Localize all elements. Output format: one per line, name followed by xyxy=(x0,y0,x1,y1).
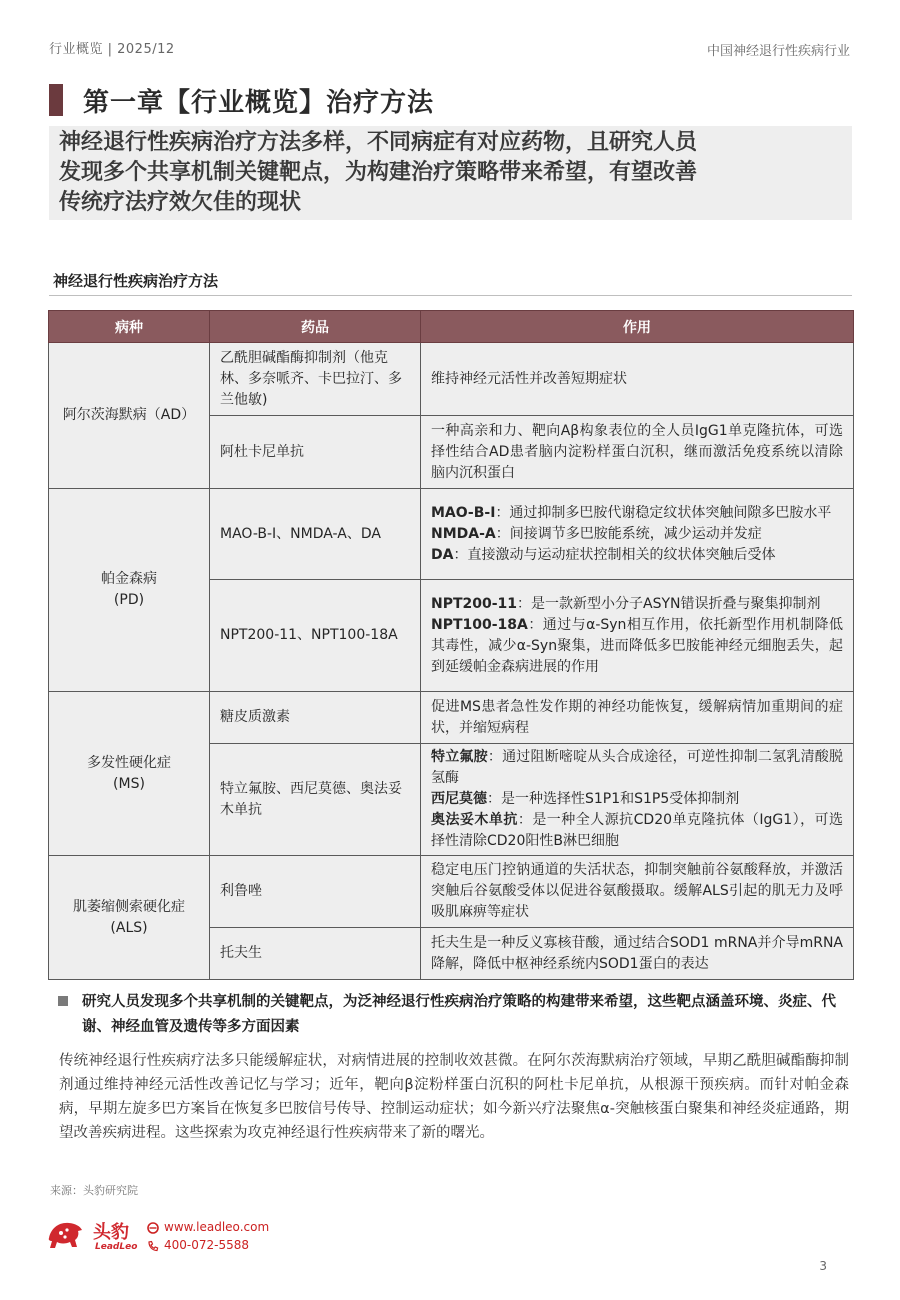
leopard-logo-icon xyxy=(45,1214,85,1254)
divider xyxy=(49,295,852,296)
treatment-table xyxy=(48,310,854,980)
disease-cell-ms xyxy=(49,692,210,856)
effect-cell: 维持神经元活性并改善短期症状 xyxy=(421,343,854,416)
effect-cell xyxy=(421,744,854,856)
body-paragraph: 传统神经退行性疾病疗法多只能缓解症状，对病情进展的控制收效甚微。在阿尔茨海默病治疗领域，早期乙酰胆碱酯酶抑制剂通过维持神经元活性改善记忆与学习；近年，靶向β淀粉样蛋白沉积的阿杜卡尼单抗，从根源干预疾病。而针对帕金森病，早期左旋多巴方案旨在恢复多巴胺信号传导、控制运动症状；如今新兴疗法聚焦α-突触核蛋白聚集和神经炎症通路，期望改善疾病进程。这些探索为攻克神经退行性疾病带来了新的曙光。 xyxy=(59,1053,849,1141)
lead-summary xyxy=(49,126,852,220)
header-industry: 中国神经退行性疾病行业 xyxy=(706,44,850,59)
effect-label: DA xyxy=(431,546,454,563)
effect-cell: 托夫生是一种反义寡核苷酸，通过结合SOD1 mRNA并介导mRNA降解，降低中枢神经系统内SOD1蛋白的表达 xyxy=(421,928,854,980)
effect-label: 奥法妥木单抗 xyxy=(431,812,518,828)
drug-cell: MAO-B-I、NMDA-A、DA xyxy=(210,489,421,580)
drug-cell: 阿杜卡尼单抗 xyxy=(210,416,421,489)
phone-number[interactable]: 400-072-5588 xyxy=(164,1238,250,1252)
brand-name-cn: 头豹 xyxy=(93,1222,129,1243)
effect-label: MAO-B-I xyxy=(431,504,496,521)
table-row xyxy=(49,343,854,416)
disease-abbr: (PD) xyxy=(113,592,145,608)
chapter-accent-bar xyxy=(49,84,63,116)
effect-label: NPT100-18A xyxy=(431,616,528,633)
phone-icon xyxy=(147,1240,159,1252)
effect-item xyxy=(431,789,843,810)
brand-name-en: LeadLeo xyxy=(95,1242,138,1252)
page-title: 第一章【行业概览】治疗方法 xyxy=(83,87,435,118)
website-link[interactable]: www.leadleo.com xyxy=(164,1220,270,1234)
effect-cell: 一种高亲和力、靶向Aβ构象表位的全人员IgG1单克隆抗体，可选择性结合AD患者脑内淀粉样蛋白沉积，继而激活免疫系统以清除脑内沉积蛋白 xyxy=(421,416,854,489)
table-title: 神经退行性疾病治疗方法 xyxy=(53,272,219,290)
disease-cell-ad xyxy=(49,343,210,489)
page-number: 3 xyxy=(819,1259,827,1273)
chapter-heading xyxy=(49,84,434,116)
disease-cell-als xyxy=(49,856,210,980)
effect-label: NMDA-A xyxy=(431,525,496,542)
drug-cell: NPT200-11、NPT100-18A xyxy=(210,580,421,692)
header-disease: 病种 xyxy=(49,311,210,343)
effect-text: ：是一种选择性S1P1和S1P5受体抑制剂 xyxy=(487,791,740,807)
header-effect: 作用 xyxy=(421,311,854,343)
disease-abbr: (ALS) xyxy=(110,919,148,936)
drug-cell: 托夫生 xyxy=(210,928,421,980)
effect-text: ：通过抑制多巴胺代谢稳定纹状体突触间隙多巴胺水平 xyxy=(495,504,832,521)
drug-cell: 乙酰胆碱酯酶抑制剂（他克林、多奈哌齐、卡巴拉汀、多兰他敏) xyxy=(210,343,421,416)
table-row xyxy=(49,692,854,744)
bullet-square-icon xyxy=(58,996,68,1006)
drug-cell: 糖皮质激素 xyxy=(210,692,421,744)
disease-cell-pd xyxy=(49,489,210,692)
source-note: 来源：头豹研究院 xyxy=(50,1184,138,1197)
disease-name: 肌萎缩侧索硬化症 xyxy=(73,898,185,915)
effect-text: ：通过阻断嘧啶从头合成途径，可逆性抑制二氢乳清酸脱氢酶 xyxy=(431,749,844,786)
effect-label: 特立氟胺 xyxy=(431,749,488,765)
effect-item xyxy=(431,545,843,566)
effect-item xyxy=(431,615,843,678)
table-header-row xyxy=(49,311,854,343)
effect-text: ：通过与α-Syn相互作用，依托新型作用机制降低其毒性，减少α-Syn聚集，进而降低多巴胺能神经元细胞丢失，起到延缓帕金森病进展的作用 xyxy=(431,616,843,675)
lead-line: 发现多个共享机制关键靶点，为构建治疗策略带来希望，有望改善 xyxy=(59,160,698,185)
lead-line: 传统疗法疗效欠佳的现状 xyxy=(59,190,302,215)
key-finding xyxy=(58,990,848,1040)
disease-abbr: (MS) xyxy=(113,775,145,792)
effect-cell xyxy=(421,580,854,692)
effect-item xyxy=(431,747,843,789)
effect-cell xyxy=(421,489,854,580)
effect-label: NPT200-11 xyxy=(431,595,518,612)
effect-text: ：是一种全人源抗CD20单克隆抗体（IgG1），可选择性清除CD20阳性B淋巴细胞 xyxy=(431,812,844,849)
effect-cell: 稳定电压门控钠通道的失活状态，抑制突触前谷氨酸释放，并激活突触后谷氨酸受体以促进谷氨酸摄取。缓解ALS引起的肌无力及呼吸肌麻痹等症状 xyxy=(421,856,854,928)
table-row xyxy=(49,856,854,928)
disease-name: 多发性硬化症 xyxy=(87,754,171,771)
effect-label: 西尼莫德 xyxy=(431,791,487,807)
header-drug: 药品 xyxy=(210,311,421,343)
effect-item xyxy=(431,810,843,852)
table-row xyxy=(49,489,854,580)
drug-cell: 利鲁唑 xyxy=(210,856,421,928)
effect-item xyxy=(431,524,843,545)
web-icon xyxy=(147,1222,159,1234)
effect-item xyxy=(431,594,843,615)
drug-cell: 特立氟胺、西尼莫德、奥法妥木单抗 xyxy=(210,744,421,856)
disease-name: 阿尔茨海默病（AD） xyxy=(62,407,196,423)
key-finding-text: 研究人员发现多个共享机制的关键靶点，为泛神经退行性疾病治疗策略的构建带来希望，这些靶点涵盖环境、炎症、代谢、神经血管及遗传等多方面因素 xyxy=(82,994,836,1035)
effect-text: ：间接调节多巴胺能系统，减少运动并发症 xyxy=(495,525,762,542)
effect-item xyxy=(431,503,843,524)
effect-cell: 促进MS患者急性发作期的神经功能恢复，缓解病情加重期间的症状，并缩短病程 xyxy=(421,692,854,744)
header-date: 行业概览 | 2025/12 xyxy=(49,42,175,57)
effect-text: ：直接激动与运动症状控制相关的纹状体突触后受体 xyxy=(453,546,776,563)
effect-text: ：是一款新型小分子ASYN错误折叠与聚集抑制剂 xyxy=(517,595,821,612)
disease-name: 帕金森病 xyxy=(101,571,157,587)
lead-line: 神经退行性疾病治疗方法多样，不同病症有对应药物，且研究人员 xyxy=(59,130,698,155)
